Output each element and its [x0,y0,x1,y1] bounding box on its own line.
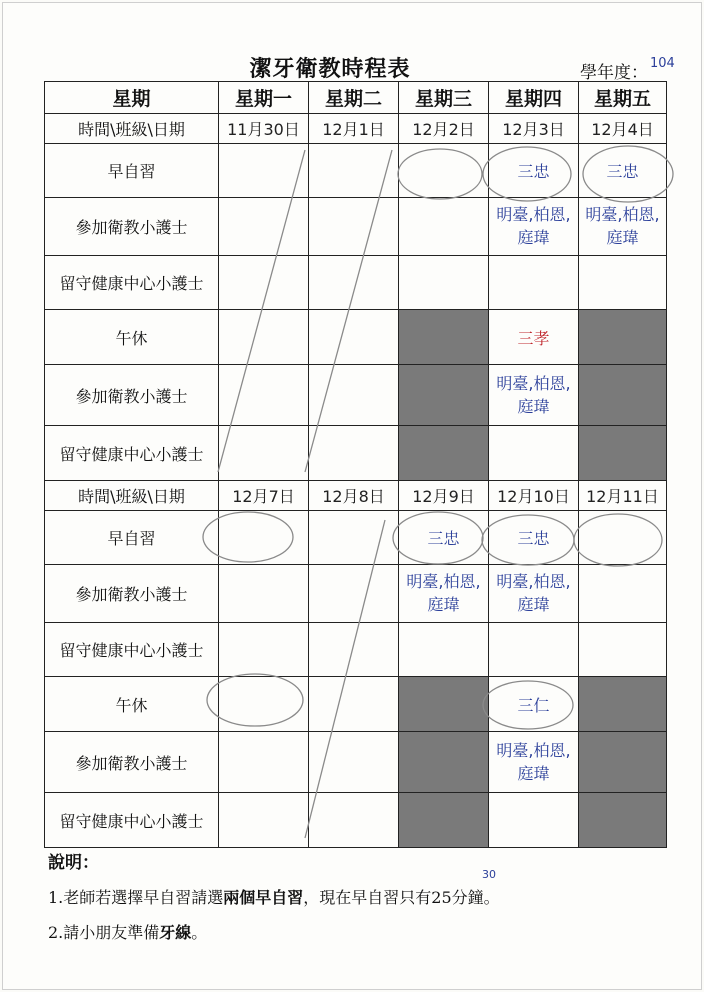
week1-noon-thu: 三孝 [489,310,579,365]
week2-morning-wed: 三忠 [399,511,489,565]
week1-attend-thu: 明臺,柏恩,庭瑋 [489,198,579,256]
weekday-wed: 星期三 [399,82,489,114]
week1-morning-wed [399,144,489,198]
week2-attend-noon-thu: 明臺,柏恩,庭瑋 [489,732,579,793]
shaded-cell [579,793,667,848]
week1-attend-noon-row [45,365,667,426]
shaded-cell [399,793,489,848]
week2-date-row [45,481,667,511]
weekday-corner: 星期 [45,82,219,114]
date-row-label: 時間\班級\日期 [45,114,219,144]
schedule-table [44,81,667,848]
week1-morning-tue [309,144,399,198]
week1-morning-fri: 三忠 [579,144,667,198]
week1-date-row [45,114,667,144]
week1-attend-tue [309,198,399,256]
attend-label: 參加衛教小護士 [45,565,219,623]
week1-date-fri: 12月4日 [579,114,667,144]
noon-label: 午休 [45,310,219,365]
school-year-label: 學年度： [580,63,648,83]
weekday-header-row [45,82,667,114]
week1-attend-wed [399,198,489,256]
school-year-handwritten: 104 [650,56,675,71]
notes-section [48,848,500,943]
week2-attend-noon-row [45,732,667,793]
note-line-1: 1.老師若選擇早自習請選兩個早自習，現在早自習只有25分鐘。 [48,888,500,907]
stay-label: 留守健康中心小護士 [45,793,219,848]
weekday-fri: 星期五 [579,82,667,114]
shaded-cell [399,310,489,365]
week2-attend-wed: 明臺,柏恩,庭瑋 [399,565,489,623]
note-line-2: 2.請小朋友準備牙線。 [48,923,208,942]
shaded-cell [579,310,667,365]
week2-stay-morning-row [45,623,667,677]
morning-label: 早自習 [45,511,219,565]
notes-heading: 說明： [48,853,99,873]
shaded-cell [579,732,667,793]
week1-attend-noon-thu: 明臺,柏恩,庭瑋 [489,365,579,426]
shaded-cell [579,426,667,481]
week2-attend-thu: 明臺,柏恩,庭瑋 [489,565,579,623]
document-title: 潔牙衛教時程表 [249,56,411,82]
week2-noon-row [45,677,667,732]
morning-label: 早自習 [45,144,219,198]
weekday-mon: 星期一 [219,82,309,114]
date-row-label: 時間\班級\日期 [45,481,219,511]
shaded-cell [399,732,489,793]
week2-morning-row [45,511,667,565]
week1-stay-noon-row [45,426,667,481]
week1-noon-row [45,310,667,365]
weekday-tue: 星期二 [309,82,399,114]
week2-date-fri: 12月11日 [579,481,667,511]
week1-date-tue: 12月1日 [309,114,399,144]
stay-label: 留守健康中心小護士 [45,256,219,310]
attend-label: 參加衛教小護士 [45,365,219,426]
weekday-thu: 星期四 [489,82,579,114]
week2-noon-thu: 三仁 [489,677,579,732]
week2-attend-morning-row [45,565,667,623]
week1-date-thu: 12月3日 [489,114,579,144]
week1-attend-morning-row [45,198,667,256]
attend-label: 參加衛教小護士 [45,732,219,793]
stay-label: 留守健康中心小護士 [45,426,219,481]
week2-morning-thu: 三忠 [489,511,579,565]
week1-stay-morning-row [45,256,667,310]
week1-morning-row [45,144,667,198]
week2-date-wed: 12月9日 [399,481,489,511]
week2-date-thu: 12月10日 [489,481,579,511]
week1-date-wed: 12月2日 [399,114,489,144]
attend-label: 參加衛教小護士 [45,198,219,256]
week1-morning-mon [219,144,309,198]
shaded-cell [399,677,489,732]
shaded-cell [579,677,667,732]
week1-morning-thu: 三忠 [489,144,579,198]
week1-date-mon: 11月30日 [219,114,309,144]
week1-attend-mon [219,198,309,256]
shaded-cell [399,365,489,426]
week2-date-mon: 12月7日 [219,481,309,511]
week1-attend-fri: 明臺,柏恩,庭瑋 [579,198,667,256]
week2-stay-noon-row [45,793,667,848]
shaded-cell [399,426,489,481]
stay-label: 留守健康中心小護士 [45,623,219,677]
week2-date-tue: 12月8日 [309,481,399,511]
shaded-cell [579,365,667,426]
handwritten-correction: 30 [482,868,496,881]
noon-label: 午休 [45,677,219,732]
